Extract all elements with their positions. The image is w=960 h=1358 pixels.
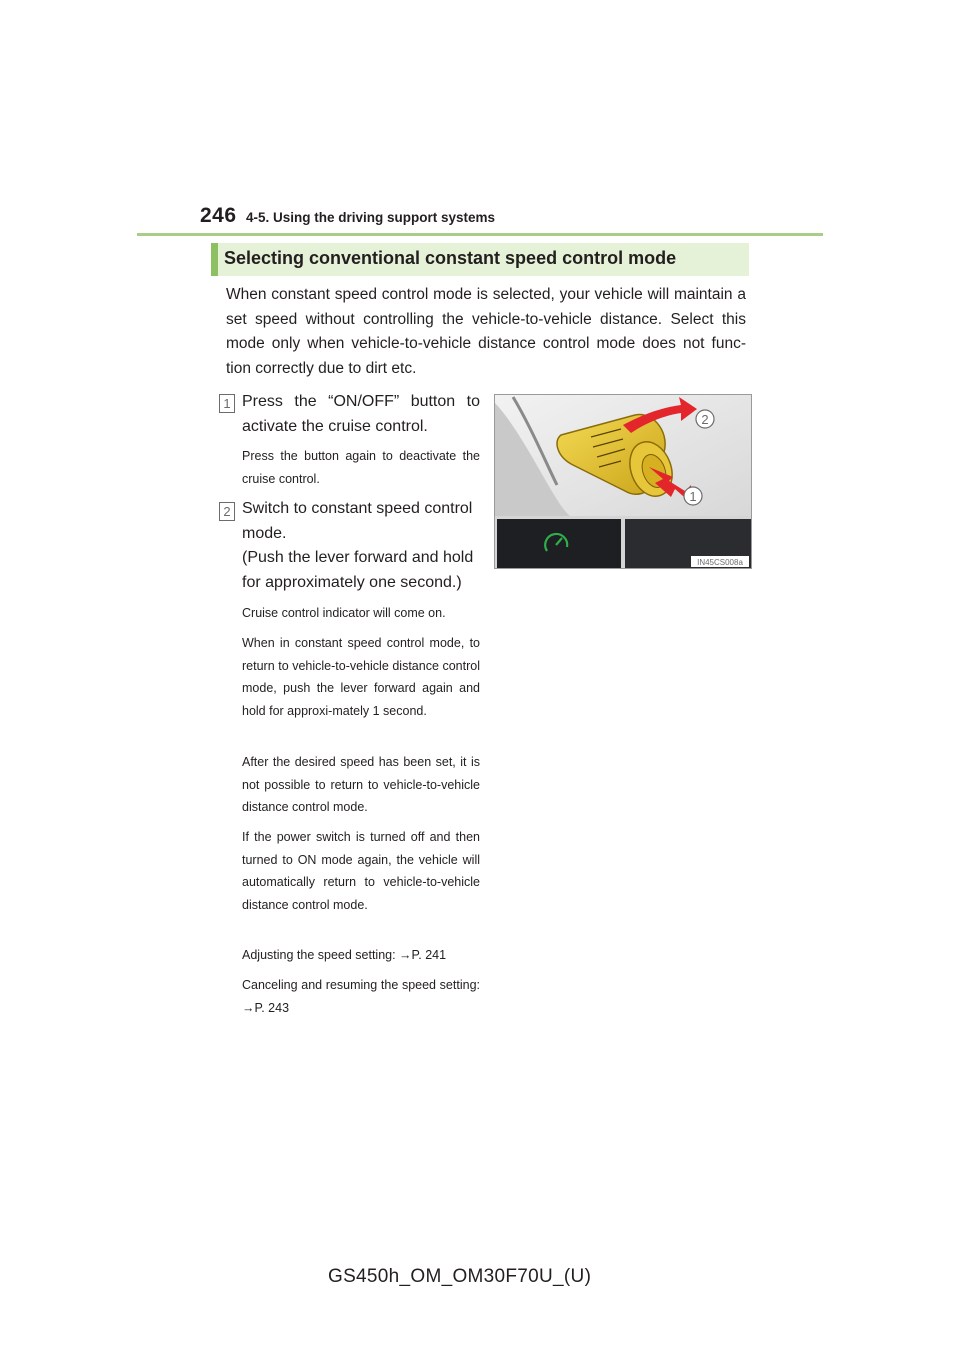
step-1-text: Press the “ON/OFF” button to activate the cruise control. (242, 393, 480, 435)
step-2-note-3: After the desired speed has been set, it is not possible to return to vehicle-to-vehicle distance control mode. (242, 755, 480, 814)
topic-banner (211, 243, 749, 276)
step-2-note-4: If the power switch is turned off and then turned to ON mode again, the vehicle will automatically return to vehicle-to-vehicle distance control mode. (242, 830, 480, 912)
step-2-note-1: Cruise control indicator will come on. (242, 606, 446, 620)
step-2-note-6: Canceling and resuming the speed setting: →P. 243 (242, 978, 480, 1015)
lever-figure-svg (495, 395, 751, 568)
step-1-note: Press the button again to deactivate the cruise control. (242, 449, 480, 486)
step-2-note-5: Adjusting the speed setting: →P. 241 (242, 948, 447, 962)
cruise-lever-illustration (494, 394, 752, 569)
banner-accent-bar (211, 243, 218, 276)
step-1-text-line1 (242, 390, 480, 439)
left-display-panel (497, 519, 621, 568)
banner-title: Selecting conventional constant speed control mode (224, 248, 677, 268)
section-heading: 4-5. Using the driving support systems (246, 210, 496, 225)
step-2-text: Switch to constant speed control mode. (242, 500, 473, 542)
callout-2-label: 2 (701, 412, 709, 427)
intro-paragraph: When constant speed control mode is selected, your vehicle will maintain a set speed without controlling the vehicle-to-vehicle distance. Select this mode only when vehicle-to-vehicle distance control mode does not func-tion correctly due to dirt etc. (226, 286, 746, 377)
step-2-note-2: When in constant speed control mode, to return to vehicle-to-vehicle distance control mode, push the lever forward again and hold for approxi-mately 1 second. (242, 636, 480, 718)
step-number-1: 1 (219, 394, 235, 413)
footer-document-code: GS450h_OM_OM30F70U_(U) (328, 1266, 592, 1287)
callout-1-label: 1 (689, 489, 697, 504)
step-number-2: 2 (219, 502, 235, 521)
step-2-subtext: (Push the lever forward and hold for approximately one second.) (242, 549, 474, 591)
header-rule (137, 233, 823, 236)
image-code-label: IN45CS008a (697, 558, 743, 567)
page-number: 246 (200, 204, 237, 227)
